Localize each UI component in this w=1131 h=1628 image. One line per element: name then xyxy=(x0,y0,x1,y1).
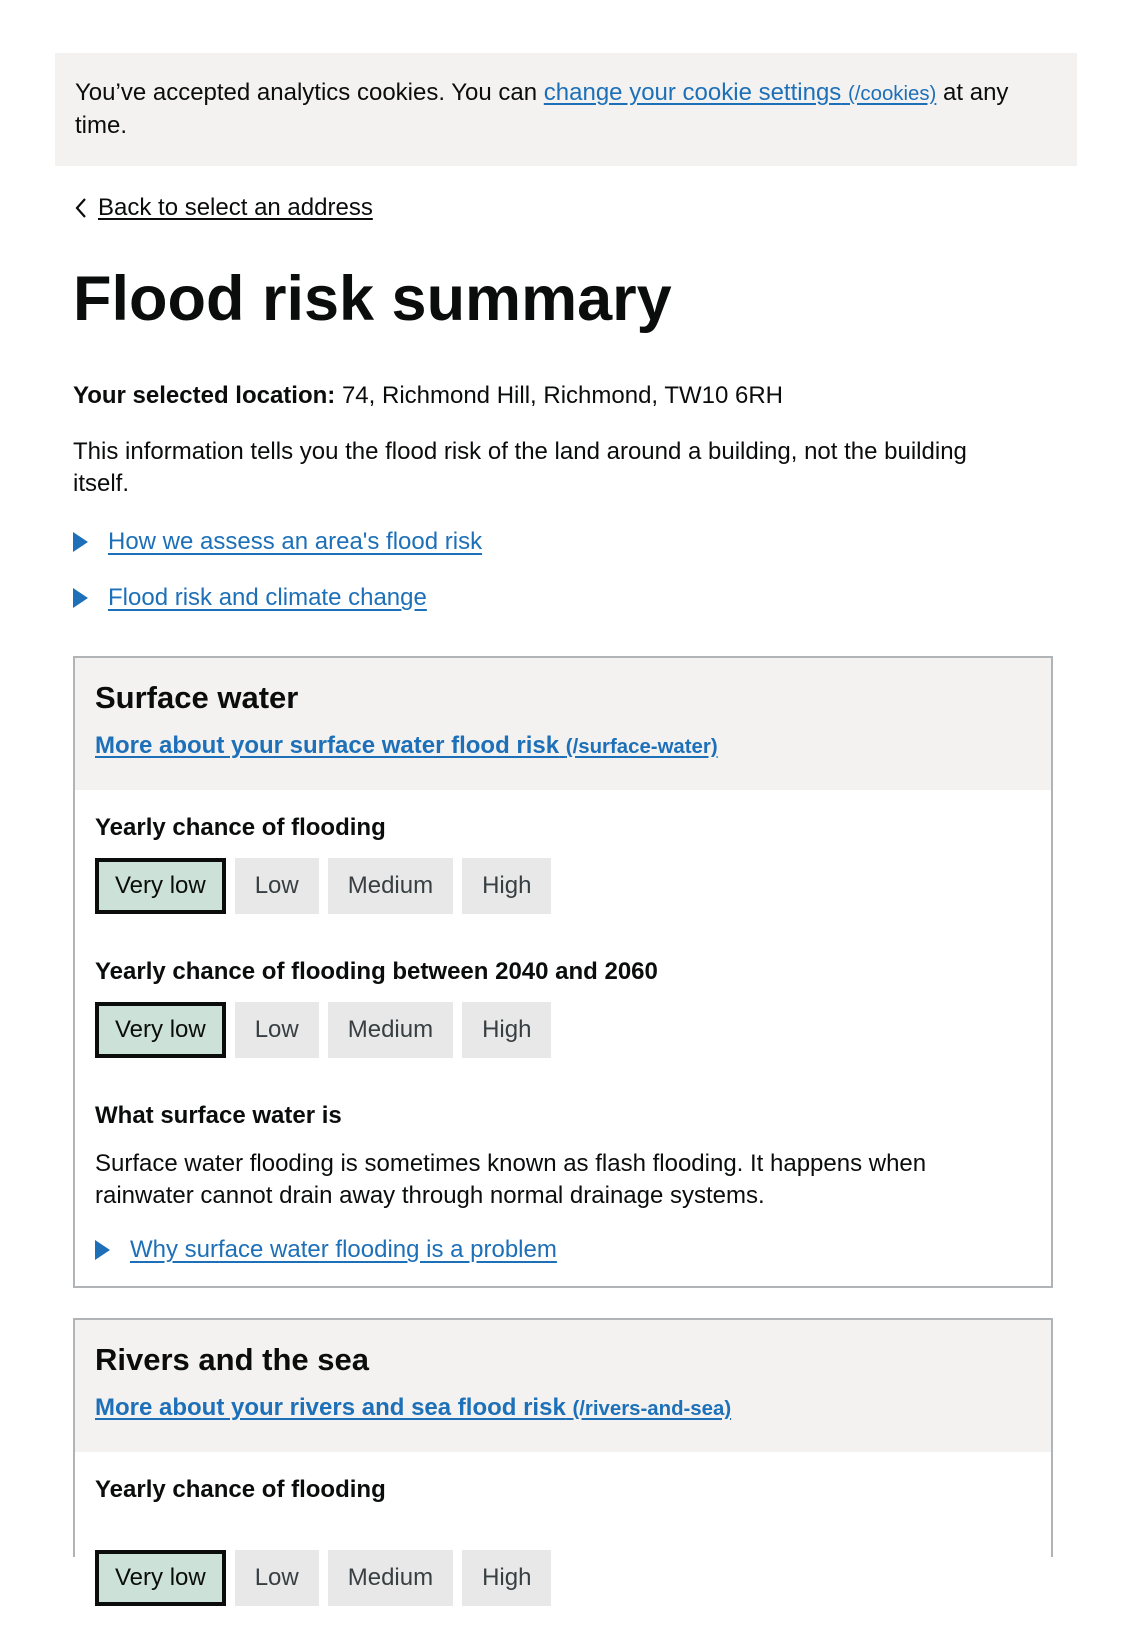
selected-location-value: 74, Richmond Hill, Richmond, TW10 6RH xyxy=(341,382,783,409)
yearly-chance-2040-2060-heading: Yearly chance of flooding between 2040 and 2060 xyxy=(95,958,658,985)
risk-scale-rivers xyxy=(95,1550,1031,1606)
disclosure-how-we-assess[interactable] xyxy=(73,528,1053,556)
risk-level-low: Low xyxy=(235,858,319,914)
yearly-chance-heading: Yearly chance of flooding xyxy=(95,1476,386,1503)
risk-level-high: High xyxy=(462,1550,551,1606)
cookie-text-before: You’ve accepted analytics cookies. You can xyxy=(75,79,538,106)
risk-level-low: Low xyxy=(235,1550,319,1606)
disclosure-label: Why surface water flooding is a problem xyxy=(130,1236,557,1263)
rivers-and-sea-title: Rivers and the sea xyxy=(95,1342,369,1377)
cookie-banner xyxy=(55,53,1077,166)
surface-water-title: Surface water xyxy=(95,680,299,715)
rivers-and-sea-panel-body xyxy=(75,1476,1051,1628)
cookie-settings-link[interactable]: change your cookie settings (/cookies) xyxy=(543,79,937,106)
chevron-left-icon xyxy=(73,196,88,220)
rivers-and-sea-panel-header xyxy=(75,1320,1051,1452)
risk-level-high: High xyxy=(462,1002,551,1058)
risk-level-very-low: Very low xyxy=(95,858,226,914)
back-link-label[interactable]: Back to select an address xyxy=(98,194,373,221)
disclosure-triangle-icon xyxy=(73,588,88,608)
risk-level-very-low: Very low xyxy=(95,1002,226,1058)
disclosure-label: Flood risk and climate change xyxy=(108,584,427,611)
risk-level-medium: Medium xyxy=(328,1550,453,1606)
yearly-chance-heading: Yearly chance of flooding xyxy=(95,814,386,841)
cookie-message xyxy=(75,77,1025,142)
rivers-and-sea-more-link[interactable]: More about your rivers and sea flood risk (/rivers-and-sea) xyxy=(95,1394,732,1421)
rivers-and-sea-link-url-hint: (/rivers-and-sea) xyxy=(572,1398,732,1420)
cookie-link-url-hint: (/cookies) xyxy=(847,83,937,105)
page-wrapper xyxy=(55,0,1077,1591)
disclosure-label: How we assess an area's flood risk xyxy=(108,528,483,555)
risk-level-medium: Medium xyxy=(328,858,453,914)
selected-location-label: Your selected location: xyxy=(73,382,336,409)
intro-text: This information tells you the flood risk of the land around a building, not the building itself. xyxy=(73,438,967,497)
risk-level-low: Low xyxy=(235,1002,319,1058)
disclosure-triangle-icon xyxy=(95,1240,110,1260)
surface-water-panel-body xyxy=(75,814,1051,1286)
surface-water-more-link[interactable]: More about your surface water flood risk (/surface-water) xyxy=(95,732,718,759)
back-link[interactable] xyxy=(73,194,1053,222)
risk-level-medium: Medium xyxy=(328,1002,453,1058)
surface-water-panel-header xyxy=(75,658,1051,790)
what-surface-water-is-text: Surface water flooding is sometimes known as flash flooding. It happens when rainwater cannot drain away through normal drainage systems. xyxy=(95,1150,927,1209)
risk-level-high: High xyxy=(462,858,551,914)
surface-water-link-url-hint: (/surface-water) xyxy=(565,736,718,758)
risk-level-very-low: Very low xyxy=(95,1550,226,1606)
risk-scale-future xyxy=(95,1002,1031,1058)
what-surface-water-is-heading: What surface water is xyxy=(95,1102,342,1129)
rivers-and-sea-panel xyxy=(73,1318,1053,1591)
risk-scale-current xyxy=(95,858,1031,914)
disclosure-triangle-icon xyxy=(73,532,88,552)
disclosure-climate-change[interactable] xyxy=(73,584,1053,612)
page-title: Flood risk summary xyxy=(73,264,672,334)
disclosure-why-surface-water-problem[interactable] xyxy=(95,1236,1031,1264)
cookie-text-after: at any time. xyxy=(75,79,1009,139)
surface-water-panel xyxy=(73,656,1053,1288)
main-content xyxy=(73,194,1053,1591)
selected-location xyxy=(73,380,1053,412)
